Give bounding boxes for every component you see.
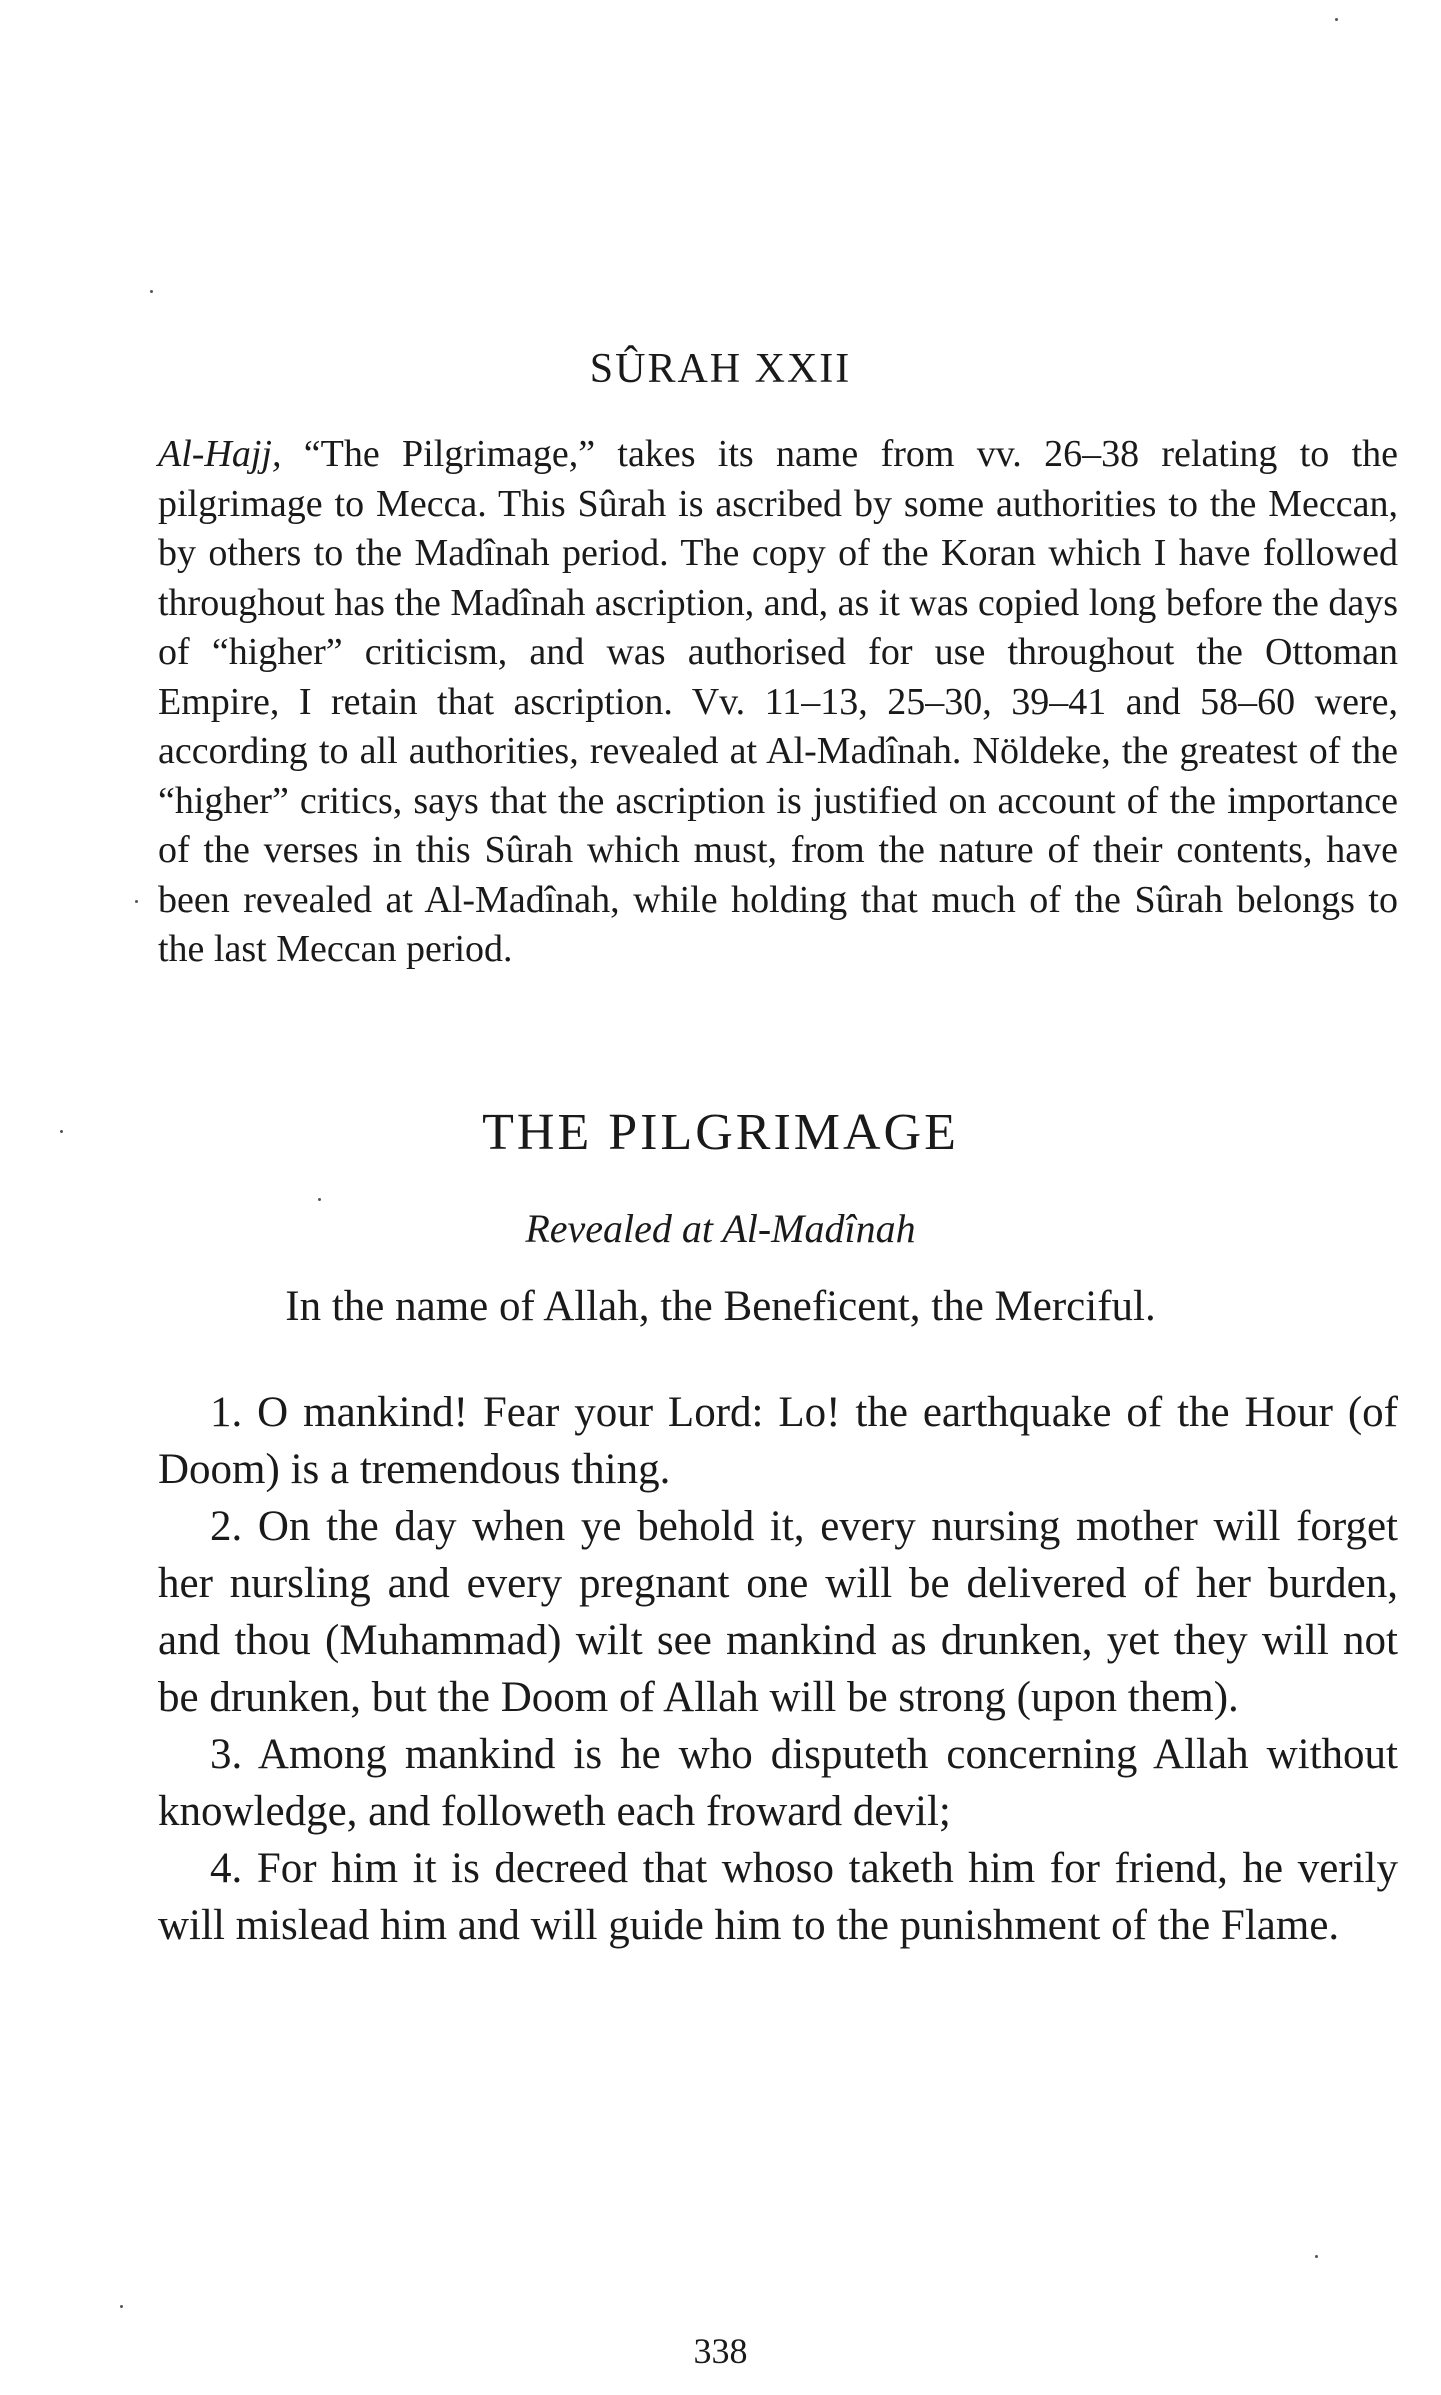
- intro-body: “The Pilgrimage,” takes its name from vv. 26–38 relating to the pilgrimage to Mecca. This Sûrah is ascribed by some authorities to the Meccan, by others to the Madînah period. The copy of the Koran which I have followed throughout has the Madînah ascription, and, as it was copied long before the days of “higher” criticism, and was authorised for use throughout the Ottoman Empire, I retain that ascription. Vv. 11–13, 25–30, 39–41 and 58–60 were, according to all authorities, revealed at Al-Madînah. Nöldeke, the greatest of the “higher” critics, says that the ascription is justified on account of the importance of the verses in this Sûrah which must, from the nature of their contents, have been revealed at Al-Madînah, while holding that much of the Sûrah belongs to the last Meccan period.: [158, 433, 1398, 970]
- scan-speck: [135, 900, 138, 903]
- intro-text: [158, 430, 1398, 975]
- surah-title: SÛRAH XXII: [589, 346, 852, 392]
- surah-name-italic: Al-Hajj,: [158, 433, 282, 475]
- intro-paragraph: [158, 430, 1398, 975]
- page-number: 338: [693, 2331, 748, 2371]
- scan-speck: [1315, 2255, 1318, 2258]
- invocation: In the name of Allah, the Beneficent, the Merciful.: [285, 1283, 1156, 1330]
- verse: 2. On the day when ye behold it, every nursing mother will forget her nursling and every pregnant one will be delivered of her burden, and thou (Muhammad) wilt see mankind as drunken, yet they will not be drunken, but the Doom of Allah will be strong (upon them).: [158, 1503, 1398, 1721]
- verse: 3. Among mankind is he who disputeth concerning Allah without knowledge, and followeth each froward devil;: [158, 1731, 1398, 1835]
- verse: 1. O mankind! Fear your Lord: Lo! the earthquake of the Hour (of Doom) is a tremendous thing.: [158, 1389, 1398, 1493]
- scan-speck: [1335, 18, 1338, 21]
- scan-speck: [120, 2305, 123, 2308]
- verses: [158, 1384, 1398, 1954]
- revelation-subtitle: Revealed at Al-Madînah: [525, 1206, 916, 1251]
- scan-speck: [60, 1130, 63, 1133]
- section-title: THE PILGRIMAGE: [482, 1104, 959, 1161]
- verse: 4. For him it is decreed that whoso taketh him for friend, he verily will mislead him and will guide him to the punishment of the Flame.: [158, 1845, 1398, 1949]
- scan-speck: [318, 1198, 321, 1201]
- scan-speck: [150, 290, 153, 293]
